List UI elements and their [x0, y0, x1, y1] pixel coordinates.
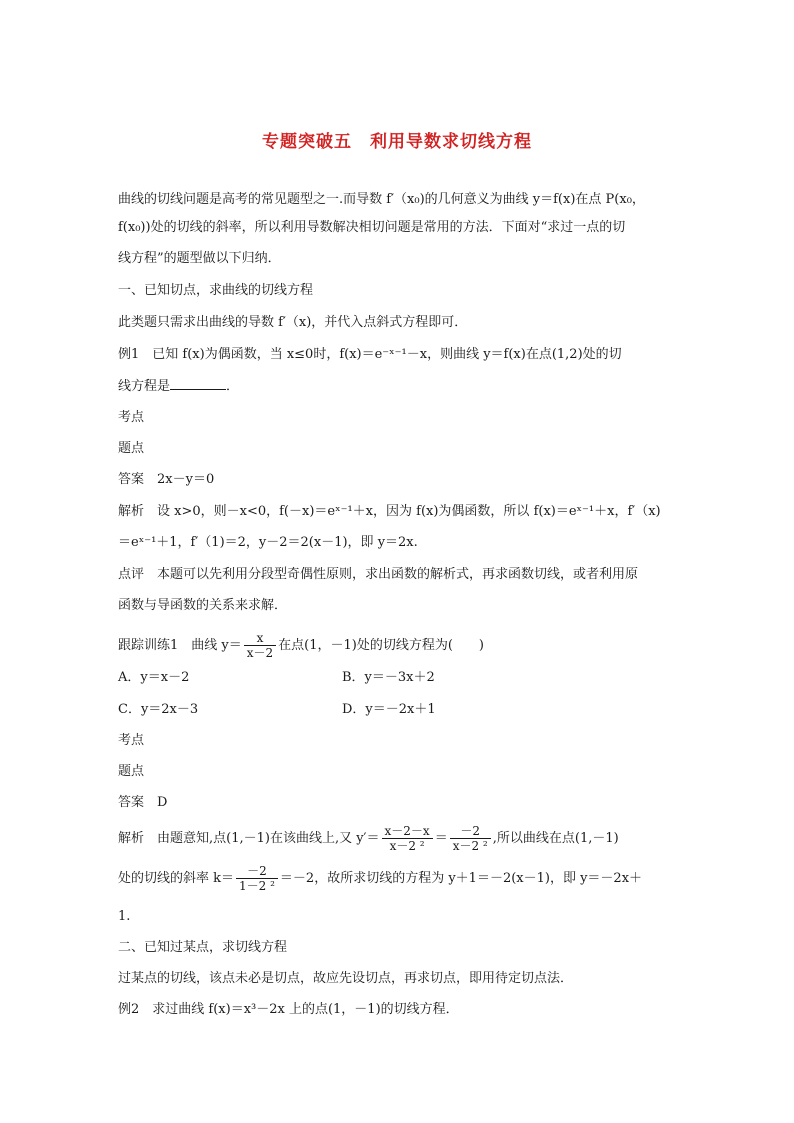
intro-line-2: f(x₀))处的切线的斜率，所以利用导数解决相切问题是常用的方法．下面对“求过一点的切 [118, 220, 626, 235]
example1-line-2-end: ． [226, 379, 240, 394]
example1-line-2-text: 线方程是 [118, 379, 171, 394]
example2: 例2 求过曲线 f(x)＝x³－2x 上的点(1，－1)的切线方程． [118, 1002, 459, 1017]
solution-prefix: 解析 由题意知,点(1,－1)在该曲线上,又 y′＝ [118, 831, 380, 846]
derivative-fraction-1 [382, 824, 433, 853]
training1-question [118, 631, 484, 660]
fraction-denominator: 1－2 ² [239, 879, 275, 893]
intro-line-1: 曲线的切线问题是高考的常见题型之一.而导数 f′（x₀)的几何意义为曲线 y＝f(x)在点 P(x₀， [118, 192, 645, 207]
training1-solution-line-3: 1. [118, 909, 131, 924]
example1-solution-line-1: 解析 设 x>0，则－x<0，f(－x)＝eˣ⁻¹＋x，因为 f(x)为偶函数，所以 f(x)＝eˣ⁻¹＋x，f′（x) [118, 504, 661, 519]
tidian-label-2: 题点 [118, 764, 145, 779]
example1-line-2 [118, 377, 239, 396]
fraction-denominator: x－2 ² [452, 839, 488, 853]
kaodian-label: 考点 [118, 410, 145, 425]
section2-heading: 二、已知过某点，求切线方程 [118, 940, 288, 955]
section1-desc: 此类题只需求出曲线的导数 f′（x)，并代入点斜式方程即可． [118, 315, 468, 330]
training1-solution-line-2 [118, 864, 642, 893]
section1-heading: 一、已知切点，求曲线的切线方程 [118, 283, 314, 298]
fraction-numerator: －2 [236, 864, 278, 879]
fraction-denominator: x－2 ² [389, 839, 425, 853]
option-c: C．y＝2x－3 [118, 702, 199, 717]
intro-line-3: 线方程”的题型做以下归纳． [118, 251, 281, 266]
example1-line-1: 例1 已知 f(x)为偶函数，当 x≤0时，f(x)＝e⁻ˣ⁻¹－x，则曲线 y＝f(x)在点(1,2)处的切 [118, 347, 622, 362]
tidian-label: 题点 [118, 441, 145, 456]
training1-suffix: 在点(1，－1)处的切线方程为( ) [278, 638, 484, 653]
kaodian-label-2: 考点 [118, 733, 145, 748]
option-d: D．y＝－2x＋1 [342, 702, 436, 717]
section2-desc: 过某点的切线，该点未必是切点，故应先设切点，再求切点，即用待定切点法． [118, 971, 574, 986]
training1-prefix: 跟踪训练1 曲线 y＝ [118, 638, 242, 653]
training1-solution-line-1 [118, 824, 619, 853]
example1-answer: 答案 2x－y＝0 [118, 472, 215, 487]
slope-fraction [236, 864, 278, 893]
fraction-denominator: x－2 [246, 646, 274, 660]
slope-suffix: ＝－2，故所求切线的方程为 y＋1＝－2(x－1)，即 y＝－2x＋ [279, 871, 643, 886]
fraction-numerator: －2 [450, 824, 491, 839]
training1-answer: 答案 D [118, 795, 168, 810]
comment-line-1: 点评 本题可以先利用分段型奇偶性原则，求出函数的解析式，再求函数切线，或者利用原 [118, 567, 639, 582]
equals-sign: ＝ [434, 831, 448, 846]
solution-suffix: ,所以曲线在点(1,－1) [492, 831, 619, 846]
comment-line-2: 函数与导函数的关系来求解． [118, 598, 288, 613]
option-b: B．y＝－3x＋2 [342, 670, 435, 685]
page-title: 专题突破五 利用导数求切线方程 [262, 132, 532, 152]
derivative-fraction-2 [450, 824, 491, 853]
option-a: A．y＝x－2 [118, 670, 190, 685]
example1-solution-line-2: ＝eˣ⁻¹＋1，f′（1)＝2，y－2＝2(x－1)，即 y＝2x. [118, 535, 418, 550]
training1-fraction [244, 631, 276, 660]
slope-prefix: 处的切线的斜率 k＝ [118, 871, 235, 886]
fraction-numerator: x [244, 631, 276, 646]
fraction-numerator: x－2－x [382, 824, 433, 839]
answer-blank [170, 377, 226, 390]
